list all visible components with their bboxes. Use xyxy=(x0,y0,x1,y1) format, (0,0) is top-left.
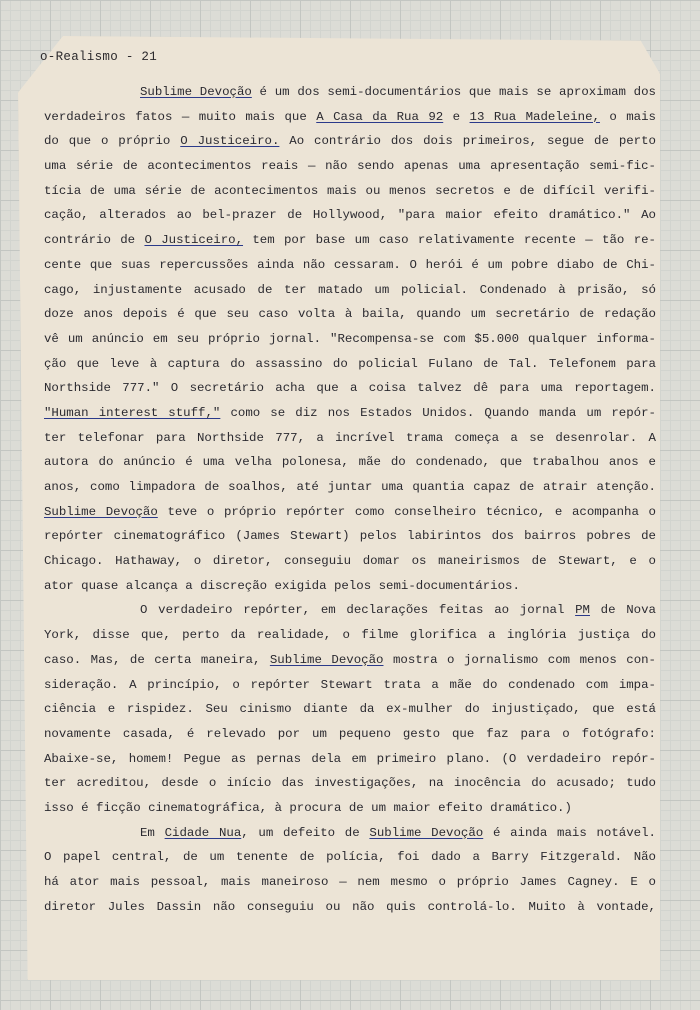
text-line xyxy=(44,673,656,698)
text-line xyxy=(44,722,656,747)
text-line xyxy=(44,179,656,204)
text-segment: contrário de xyxy=(44,233,145,248)
text-segment: é ainda mais notável. xyxy=(483,825,656,840)
text-line xyxy=(44,278,656,303)
text-segment: sideração. A princípio, o repórter Stewart trata a mãe do condenado com impa- xyxy=(44,677,656,692)
text-segment: Em xyxy=(140,825,165,840)
text-segment: de Nova xyxy=(589,603,656,618)
text-line xyxy=(44,796,656,821)
text-line xyxy=(44,203,656,228)
text-segment: do que o próprio xyxy=(44,134,181,149)
text-line xyxy=(44,549,656,574)
text-line xyxy=(44,598,656,623)
text-segment: ter telefonar para Northside 777, a incrível trama começa a se desenrolar. A xyxy=(44,430,656,445)
text-segment: doze anos depois é que seu caso volta à baila, quando um secretário de redação xyxy=(44,307,656,322)
underlined-title: Sublime Devoção xyxy=(269,652,384,667)
text-line xyxy=(44,821,656,846)
text-line xyxy=(44,105,656,130)
text-segment: teve o próprio repórter como conselheiro técnico, e acompanha o xyxy=(157,504,656,519)
underlined-title: Cidade Nua xyxy=(164,825,242,840)
text-segment: Ao contrário dos dois primeiros, segue de perto xyxy=(279,134,656,149)
text-segment: novamente casada, é relevado por um pequeno gesto que faz para o fotógrafo: xyxy=(44,726,656,741)
text-segment: repórter cinematográfico (James Stewart) pelos labirintos dos bairros pobres de xyxy=(44,529,656,544)
text-line xyxy=(44,648,656,673)
text-segment: Abaixe-se, homem! Pegue as pernas dela em primeiro plano. (O verdadeiro repór- xyxy=(44,751,656,766)
text-line xyxy=(44,426,656,451)
text-line xyxy=(44,574,656,599)
underlined-title: "Human interest stuff," xyxy=(44,405,221,420)
text-line xyxy=(44,895,656,920)
page-header: o-Realismo - 21 xyxy=(40,50,158,64)
text-line xyxy=(44,475,656,500)
text-segment: autora do anúncio é uma velha polonesa, mãe do condenado, que trabalhou anos e xyxy=(44,455,656,470)
text-line xyxy=(44,253,656,278)
text-segment: Chicago. Hathaway, o diretor, conseguiu domar os maneirismos de Stewart, e o xyxy=(44,554,656,569)
text-line xyxy=(44,327,656,352)
text-segment: e xyxy=(443,109,470,124)
text-line xyxy=(44,228,656,253)
text-segment: como se diz nos Estados Unidos. Quando manda um repór- xyxy=(220,405,656,420)
text-line xyxy=(44,352,656,377)
text-line xyxy=(44,845,656,870)
text-segment: cação, alterados ao bel-prazer de Hollywood, "para maior efeito dramático." Ao xyxy=(44,208,656,223)
text-line xyxy=(44,376,656,401)
text-line xyxy=(44,524,656,549)
underlined-title: Sublime Devoção xyxy=(44,504,158,519)
underlined-title: Sublime Devoção xyxy=(369,825,484,840)
text-line xyxy=(44,302,656,327)
text-segment: cago, injustamente acusado de ter matado um policial. Condenado à prisão, só xyxy=(44,282,656,297)
text-segment: vê um anúncio em seu próprio jornal. "Recompensa-se com $5.000 qualquer informa- xyxy=(44,331,656,346)
text-segment: ção que leve à captura do assassino do policial Fulano de Tal. Telefonem para xyxy=(44,356,656,371)
text-segment: cente que suas repercussões ainda não cessaram. O herói é um pobre diabo de Chi- xyxy=(44,257,656,272)
text-line xyxy=(44,771,656,796)
text-line xyxy=(44,129,656,154)
text-segment: ator quase alcança a discreção exigida pelos semi-documentários. xyxy=(44,578,520,593)
document-body xyxy=(44,80,656,919)
text-line xyxy=(44,401,656,426)
underlined-title: O Justiceiro. xyxy=(180,134,280,149)
text-segment: York, disse que, perto da realidade, o filme glorifica a inglória justiça do xyxy=(44,628,656,643)
text-line xyxy=(44,870,656,895)
underlined-title: Sublime Devoção xyxy=(140,85,252,99)
text-line xyxy=(44,450,656,475)
text-line xyxy=(44,500,656,525)
text-segment: diretor Jules Dassin não conseguiu ou não quis controlá-lo. Muito à vontade, xyxy=(44,899,656,914)
text-segment: verdadeiros fatos — muito mais que xyxy=(44,109,317,124)
text-segment: O papel central, de um tenente de polícia, foi dado a Barry Fitzgerald. Não xyxy=(44,850,656,865)
underlined-title: PM xyxy=(575,603,590,618)
text-line xyxy=(44,623,656,648)
text-segment: tem por base um caso relativamente recente — tão re- xyxy=(243,233,656,248)
text-line xyxy=(44,154,656,179)
text-segment: caso. Mas, de certa maneira, xyxy=(44,652,270,667)
text-segment: ter acreditou, desde o início das investigações, na inocência do acusado; tudo xyxy=(44,776,656,791)
text-segment: ciência e rispidez. Seu cinismo diante da ex-mulher do injustiçado, que está xyxy=(44,702,656,717)
text-segment: O verdadeiro repórter, em declarações feitas ao jornal xyxy=(140,603,576,618)
underlined-title: O Justiceiro, xyxy=(144,233,244,248)
text-segment: o mais xyxy=(599,109,656,124)
text-line xyxy=(44,697,656,722)
text-segment: mostra o jornalismo com menos con- xyxy=(383,652,656,667)
underlined-title: A Casa da Rua 92 xyxy=(316,109,444,124)
text-segment: , um defeito de xyxy=(241,825,370,840)
text-line xyxy=(44,747,656,772)
underlined-title: 13 Rua Madeleine, xyxy=(469,109,600,124)
text-segment: tícia de uma série de acontecimentos mais ou menos secretos e de difícil verifi- xyxy=(44,183,656,198)
text-line xyxy=(44,80,656,105)
text-segment: isso é ficção cinematográfica, à procura de um maior efeito dramático.) xyxy=(44,800,572,815)
text-segment: há ator mais pessoal, mais maneiroso — nem mesmo o próprio James Cagney. E o xyxy=(44,875,656,889)
text-segment: uma série de acontecimentos reais — não sendo apenas uma apresentação semi-fic- xyxy=(44,159,656,174)
text-segment: anos, como limpadora de soalhos, até juntar uma quantia capaz de atrair atenção. xyxy=(44,480,656,494)
text-segment: é um dos semi-documentários que mais se aproximam dos xyxy=(251,85,656,99)
text-segment: Northside 777." O secretário acha que a coisa talvez dê para uma reportagem. xyxy=(44,381,656,396)
